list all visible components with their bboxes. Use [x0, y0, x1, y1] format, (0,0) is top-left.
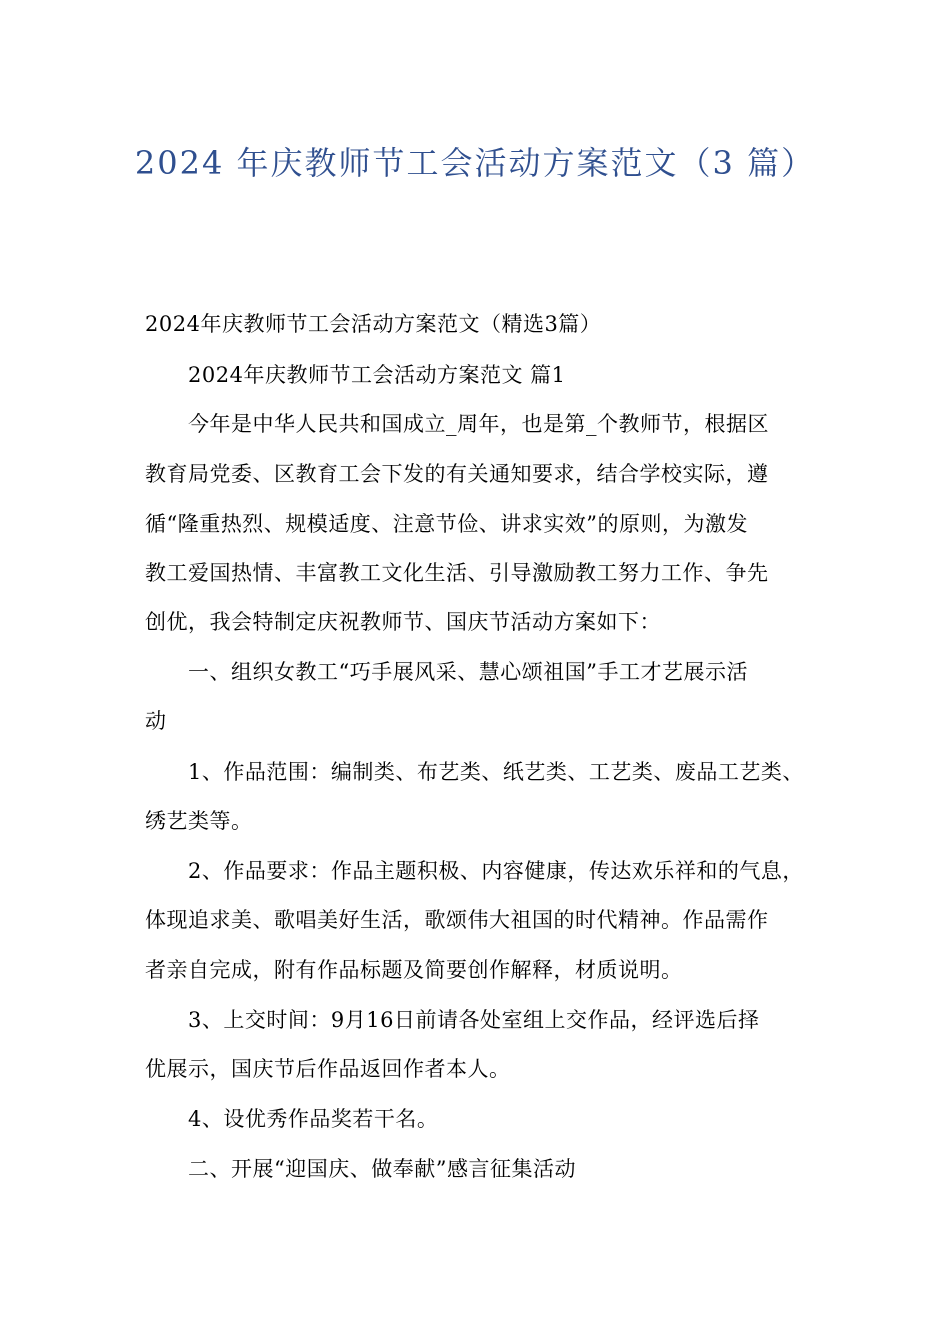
section-heading-continuation: 动	[145, 709, 167, 733]
list-item-continuation: 优展示，国庆节后作品返回作者本人。	[145, 1057, 511, 1081]
section-heading: 二、开展“迎国庆、做奉献”感言征集活动	[188, 1157, 576, 1181]
list-item: 2、作品要求：作品主题积极、内容健康，传达欢乐祥和的气息，	[188, 859, 804, 883]
list-item-continuation: 体现追求美、歌唱美好生活，歌颂伟大祖国的时代精神。作品需作	[145, 908, 769, 932]
paragraph-line: 循“隆重热烈、规模适度、注意节俭、讲求实效”的原则，为激发	[145, 512, 748, 536]
paragraph-line: 教工爱国热情、丰富教工文化生活、引导激励教工努力工作、争先	[145, 561, 769, 585]
paragraph-line: 今年是中华人民共和国成立_周年，也是第_个教师节，根据区	[188, 412, 769, 436]
paragraph-line: 教育局党委、区教育工会下发的有关通知要求，结合学校实际，遵	[145, 462, 769, 486]
document-title: 2024 年庆教师节工会活动方案范文（3 篇）	[134, 144, 816, 182]
section-heading: 一、组织女教工“巧手展风采、慧心颂祖国”手工才艺展示活	[188, 660, 748, 684]
list-item: 4、设优秀作品奖若干名。	[188, 1107, 439, 1131]
section-heading: 2024年庆教师节工会活动方案范文 篇1	[188, 363, 566, 387]
paragraph-line: 创优，我会特制定庆祝教师节、国庆节活动方案如下：	[145, 610, 661, 634]
list-item-continuation: 者亲自完成，附有作品标题及简要创作解释，材质说明。	[145, 958, 683, 982]
list-item: 3、上交时间：9月16日前请各处室组上交作品，经评选后择	[188, 1008, 760, 1032]
subtitle-line: 2024年庆教师节工会活动方案范文（精选3篇）	[145, 312, 602, 336]
list-item: 1、作品范围：编制类、布艺类、纸艺类、工艺类、废品工艺类、	[188, 760, 804, 784]
list-item-continuation: 绣艺类等。	[145, 809, 253, 833]
